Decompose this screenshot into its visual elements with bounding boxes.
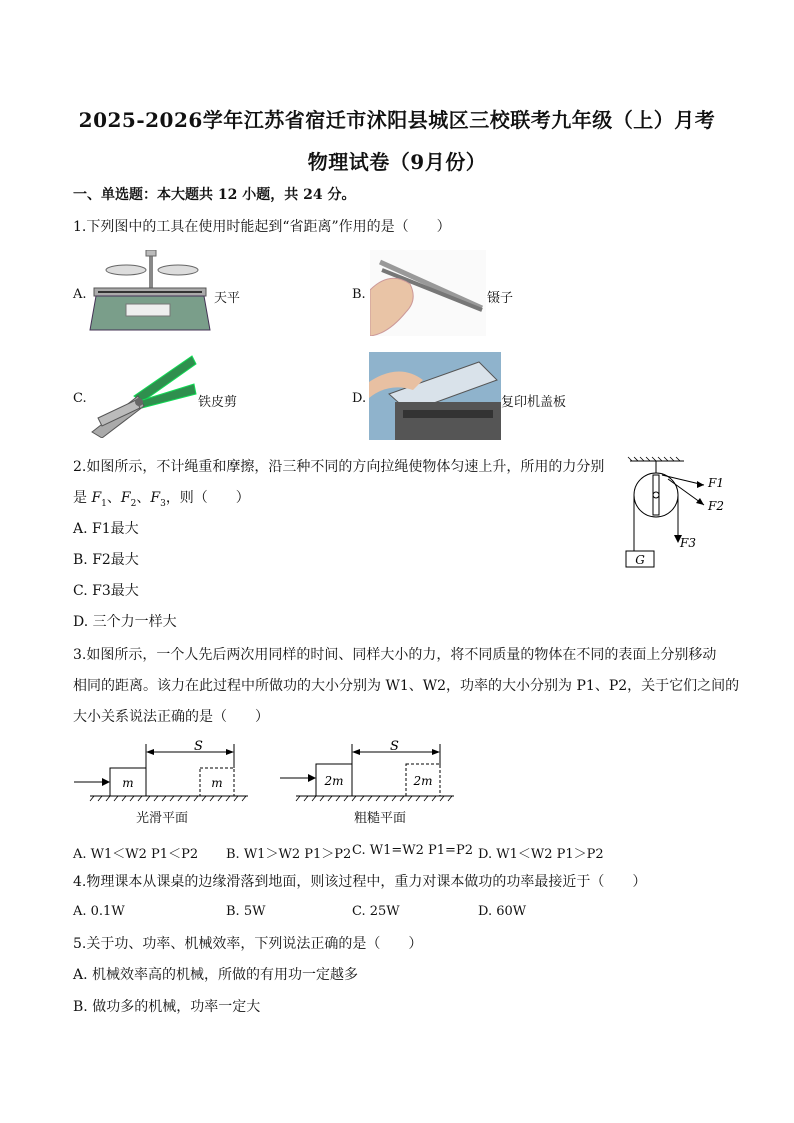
tweezers-image bbox=[370, 250, 486, 336]
balance-scale-image bbox=[86, 250, 214, 336]
fig-label-f1: F1 bbox=[708, 476, 724, 490]
section-heading: 一、单选题：本大题共 12 小题，共 24 分。 bbox=[73, 187, 356, 203]
q2-stem-pre: 是 bbox=[73, 490, 92, 506]
rough-surface-diagram bbox=[276, 738, 456, 804]
q3-option-d: D. W1＜W2 P1＞P2 bbox=[478, 847, 604, 862]
caption-rough: 粗糙平面 bbox=[354, 811, 407, 826]
fig-mass-m-dashed: m bbox=[211, 776, 223, 790]
sep2: 、 bbox=[136, 490, 151, 506]
copier-image bbox=[369, 352, 501, 440]
q4-stem: 4.物理课本从课桌的边缘滑落到地面，则该过程中，重力对课本做功的功率最接近于（ ） bbox=[73, 874, 647, 890]
q4-option-b: B. 5W bbox=[226, 904, 266, 919]
q2-option-d: D. 三个力一样大 bbox=[73, 614, 177, 630]
f1-symbol: F bbox=[91, 490, 102, 506]
q3-stem-line2: 相同的距离。该力在此过程中所做功的大小分别为 W1、W2，功率的大小分别为 P1、P2，关于它们之间的 bbox=[73, 678, 740, 694]
f3-symbol: F bbox=[150, 490, 161, 506]
q4-option-a: A. 0.1W bbox=[73, 904, 125, 919]
page-title: 2025-2026学年江苏省宿迁市沭阳县城区三校联考九年级（上）月考 bbox=[78, 108, 716, 132]
caption-smooth: 光滑平面 bbox=[136, 811, 189, 826]
fig-mass-2m: 2m bbox=[324, 774, 344, 788]
page-subtitle: 物理试卷（9月份） bbox=[307, 150, 487, 174]
q3-option-a: A. W1＜W2 P1＜P2 bbox=[73, 847, 199, 862]
q2-stem-post: ，则（ ） bbox=[165, 490, 250, 506]
q1-option-b-label: 镊子 bbox=[487, 291, 514, 306]
f3-sub: 3 bbox=[160, 498, 166, 509]
fig-label-f2: F2 bbox=[708, 499, 724, 513]
q2-option-b: B. F2最大 bbox=[73, 552, 139, 568]
f2-sub: 2 bbox=[130, 498, 137, 509]
q1-option-c-prefix: C. bbox=[73, 391, 87, 406]
q4-option-c: C. 25W bbox=[352, 904, 400, 919]
fig-label-g: G bbox=[635, 553, 645, 567]
q1-option-d-prefix: D. bbox=[352, 391, 367, 406]
q5-option-a: A. 机械效率高的机械，所做的有用功一定越多 bbox=[73, 967, 359, 983]
q2-stem-line2 bbox=[73, 489, 250, 513]
q1-option-c-label: 铁皮剪 bbox=[198, 395, 238, 410]
q4-option-d: D. 60W bbox=[478, 904, 527, 919]
q2-option-a: A. F1最大 bbox=[73, 521, 139, 537]
fig-distance-s-right: S bbox=[390, 739, 399, 754]
q1-option-a-prefix: A. bbox=[73, 287, 87, 302]
smooth-surface-diagram bbox=[70, 738, 250, 804]
q1-option-d-label: 复印机盖板 bbox=[501, 395, 567, 410]
q5-stem: 5.关于功、功率、机械效率，下列说法正确的是（ ） bbox=[73, 936, 423, 952]
f1-sub: 1 bbox=[101, 498, 107, 509]
pulley-diagram bbox=[622, 455, 732, 570]
fig-mass-m: m bbox=[122, 776, 134, 790]
q3-option-b: B. W1＞W2 P1＞P2 bbox=[226, 847, 352, 862]
tin-snips-image bbox=[88, 352, 198, 438]
q3-stem-line3: 大小关系说法正确的是（ ） bbox=[73, 709, 269, 725]
fig-mass-2m-dashed: 2m bbox=[413, 774, 433, 788]
q1-stem: 1.下列图中的工具在使用时能起到“省距离”作用的是（ ） bbox=[73, 219, 451, 235]
q1-option-b-prefix: B. bbox=[352, 287, 366, 302]
q3-option-c: C. W1=W2 P1=P2 bbox=[352, 843, 473, 858]
q2-stem-line1: 2.如图所示，不计绳重和摩擦，沿三种不同的方向拉绳使物体匀速上升，所用的力分别 bbox=[73, 459, 605, 475]
q5-option-b: B. 做功多的机械，功率一定大 bbox=[73, 999, 261, 1015]
fig-distance-s-left: S bbox=[194, 739, 203, 754]
q3-stem-line1: 3.如图所示，一个人先后两次用同样的时间、同样大小的力，将不同质量的物体在不同的表面上分别移动 bbox=[73, 647, 717, 663]
sep1: 、 bbox=[106, 490, 121, 506]
q1-option-a-label: 天平 bbox=[214, 291, 241, 306]
q2-option-c: C. F3最大 bbox=[73, 583, 139, 599]
fig-label-f3: F3 bbox=[680, 536, 696, 550]
f2-symbol: F bbox=[120, 490, 131, 506]
